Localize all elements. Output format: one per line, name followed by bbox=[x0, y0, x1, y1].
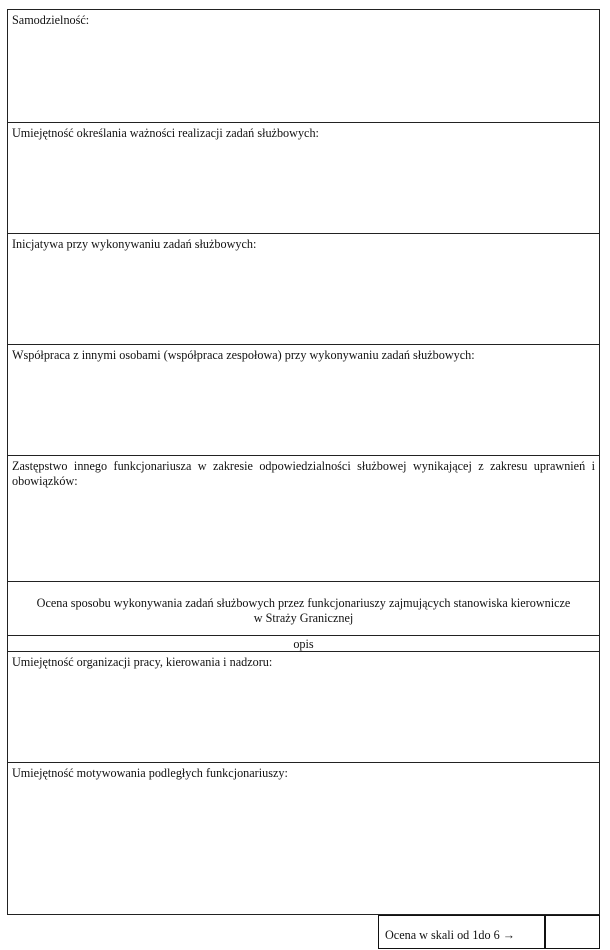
section-heading-kierownicze bbox=[8, 582, 599, 636]
heading-line-2: w Straży Granicznej bbox=[253, 611, 354, 625]
section-label: Zastępstwo innego funkcjonariusza w zakresie odpowiedzialności służbowej wynikającej z zakresu uprawnień i obowiązków: bbox=[12, 459, 595, 488]
section-wspolpraca[interactable] bbox=[8, 345, 599, 456]
section-label: Współpraca z innymi osobami (współpraca zespołowa) przy wykonywaniu zadań służbowych: bbox=[12, 348, 475, 362]
score-label-box bbox=[378, 915, 546, 949]
evaluation-form bbox=[7, 9, 600, 915]
score-label: Ocena w skali od 1do 6 → bbox=[385, 928, 515, 942]
opis-label: opis bbox=[293, 637, 314, 651]
score-input-box[interactable] bbox=[544, 915, 600, 949]
section-samodzielnosc[interactable] bbox=[8, 10, 599, 123]
heading-line-1: Ocena sposobu wykonywania zadań służbowych przez funkcjonariuszy zajmujących stanowiska kierownicze bbox=[36, 596, 571, 610]
section-label: Umiejętność motywowania podległych funkcjonariuszy: bbox=[12, 766, 288, 780]
section-label: Umiejętność organizacji pracy, kierowania i nadzoru: bbox=[12, 655, 273, 669]
section-zastepstwo[interactable] bbox=[8, 456, 599, 582]
section-motywowanie[interactable] bbox=[8, 763, 599, 914]
section-label: Samodzielność: bbox=[12, 13, 90, 27]
section-organizacja[interactable] bbox=[8, 652, 599, 763]
section-label: Umiejętność określania ważności realizacji zadań służbowych: bbox=[12, 126, 319, 140]
section-waznosc[interactable] bbox=[8, 123, 599, 234]
section-inicjatywa[interactable] bbox=[8, 234, 599, 345]
opis-header bbox=[8, 636, 599, 652]
section-label: Inicjatywa przy wykonywaniu zadań służbowych: bbox=[12, 237, 257, 251]
